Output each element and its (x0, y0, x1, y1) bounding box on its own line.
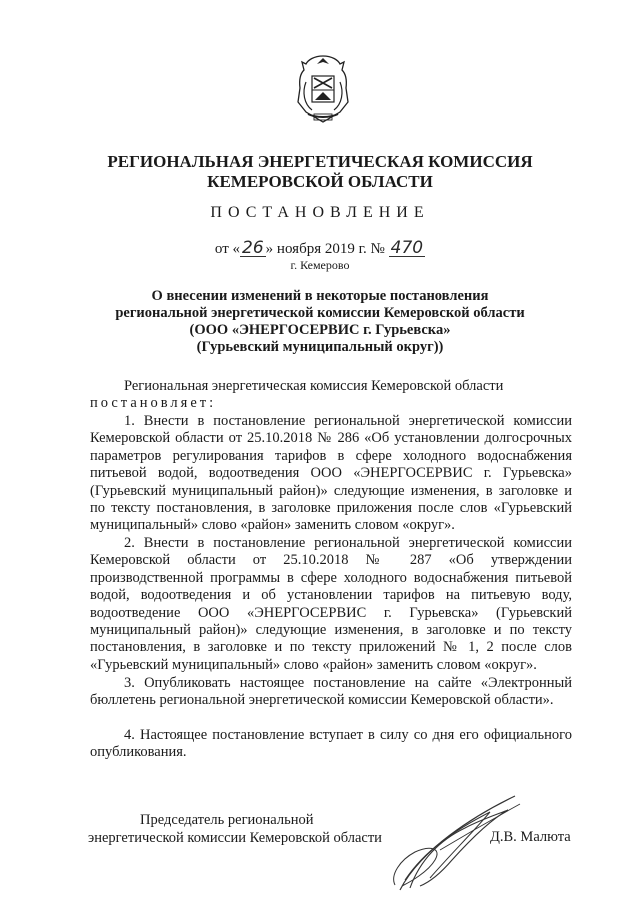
title-line3: (ООО «ЭНЕРГОСЕРВИС г. Гурьевска» (189, 322, 451, 338)
title-line2: региональной энергетической комиссии Кемеровской области (115, 305, 525, 321)
date-prefix: от « (214, 241, 241, 257)
intro-block (90, 378, 572, 413)
date-line (0, 240, 640, 258)
organization-name-line2: КЕМЕРОВСКОЙ ОБЛАСТИ (207, 172, 433, 191)
paragraph-3 (90, 675, 572, 710)
organization-name-line1: РЕГИОНАЛЬНАЯ ЭНЕРГЕТИЧЕСКАЯ КОМИССИЯ (107, 152, 533, 171)
coat-of-arms-emblem (292, 52, 354, 126)
paragraph-2 (90, 535, 572, 674)
title-line4: (Гурьевский муниципальный округ)) (196, 339, 444, 355)
paragraph-4-text: 4. Настоящее постановление вступает в силу со дня его официального опубликования. (90, 727, 572, 761)
document-type: ПОСТАНОВЛЕНИЕ (210, 204, 430, 221)
paragraph-1 (90, 413, 572, 535)
title-line1: О внесении изменений в некоторые постановления (151, 288, 489, 304)
handwritten-day: 26 (242, 238, 264, 258)
signatory-position (88, 811, 382, 847)
paragraph-4 (90, 727, 572, 762)
date-middle: » ноября 2019 г. № (265, 241, 389, 257)
intro-line2: постановляет: (90, 395, 217, 412)
intro-line1: Региональная энергетическая комиссия Кемеровской области (124, 378, 504, 394)
handwritten-number: 470 (390, 238, 424, 258)
paragraph-1-text: 1. Внести в постановление региональной энергетической комиссии Кемеровской области от 25.10.2018 № 286 «Об установлении долгосрочных параметров регулирования тарифов в сфере холодного водоснабжения питьевой водой, водоотведения ООО «ЭНЕРГОСЕРВИС г. Гурьевска» (Гурьевский муниципальный район)» следующие изменения, в заголовке и по тексту постановления, в заголовке приложения после слов «Гурьевский муниципальный» слово «район» заменить словом «округ». (90, 413, 572, 534)
city: г. Кемерово (290, 258, 350, 272)
signatory-position-line1: Председатель региональной (140, 812, 314, 828)
paragraph-3-text: 3. Опубликовать настоящее постановление на сайте «Электронный бюллетень региональной энергетической комиссии Кемеровской области». (90, 675, 572, 709)
signatory-position-line2: энергетической комиссии Кемеровской области (88, 830, 382, 846)
signatory-name: Д.В. Малюта (490, 829, 571, 845)
paragraph-2-text: 2. Внести в постановление региональной энергетической комиссии Кемеровской области от 25.10.2018 № 287 «Об утверждении производственной программы в сфере холодного водоснабжения питьевой водой, водоотведения и об установлении тарифов на питьевую воду, водоотведение ООО «ЭНЕРГОСЕРВИС г. Гурьевска» (Гурьевский муниципальный район)» следующие изменения, в заголовке и по тексту постановления, в заголовке и по тексту приложений № 1, 2 после слов «Гурьевский муниципальный» слово «район» заменить словом «округ». (90, 535, 572, 673)
